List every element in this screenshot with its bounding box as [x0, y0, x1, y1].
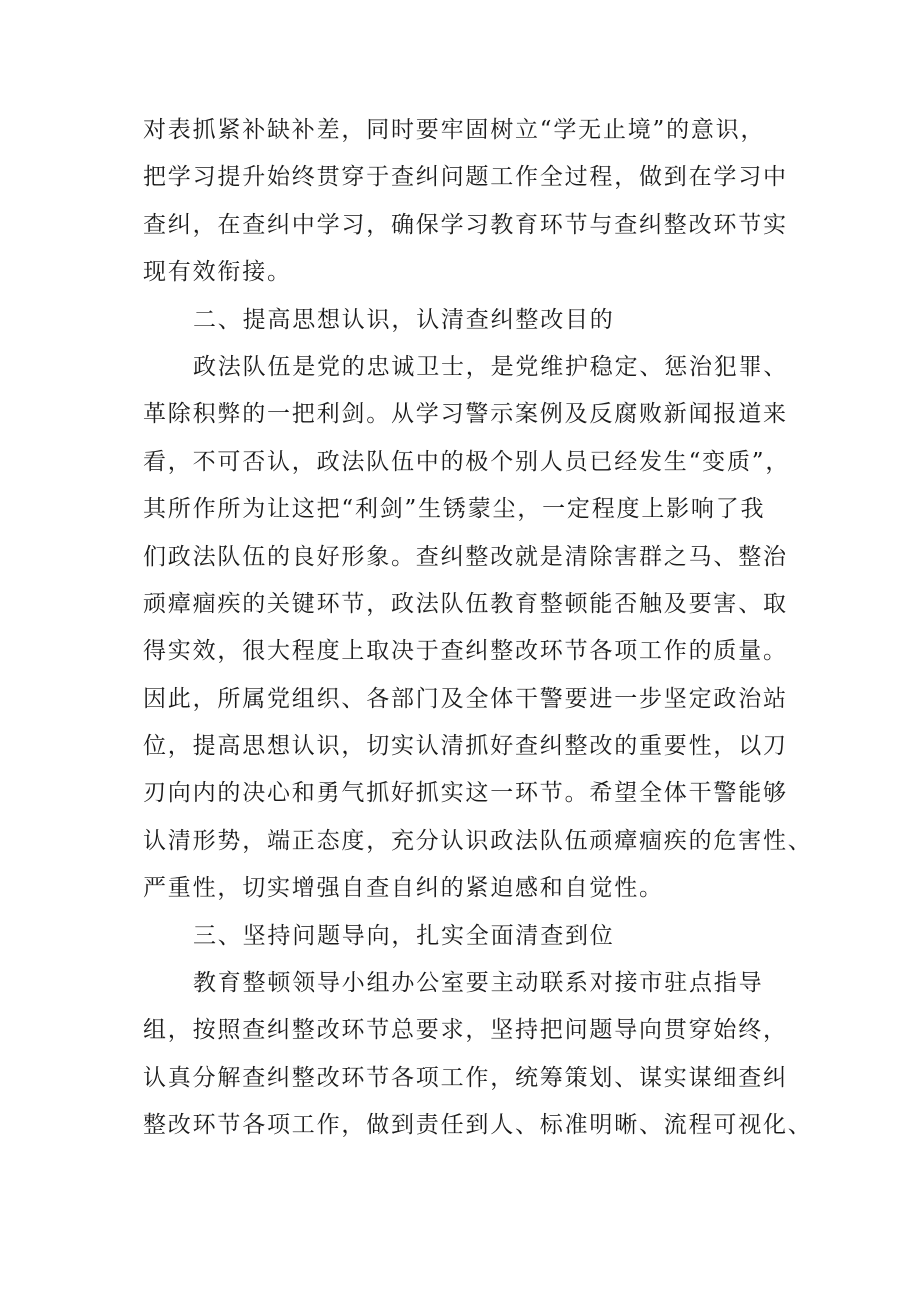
text-line: 严重性，切实增强自查自纠的紧迫感和自觉性。: [143, 875, 664, 902]
text-line: 因此，所属党组织、各部门及全体干警要进一步坚定政治站: [143, 685, 788, 712]
text-line: 组，按照查纠整改环节总要求，坚持把问题导向贯穿始终，: [143, 1017, 788, 1044]
text-line: 革除积弊的一把利剑。从学习警示案例及反腐败新闻报道来: [143, 401, 788, 428]
text-line: 得实效，很大程度上取决于查纠整改环节各项工作的质量。: [143, 638, 788, 665]
text-line: 看，不可否认，政法队伍中的极个别人员已经发生“变质”，: [143, 448, 791, 475]
text-line: 现有效衔接。: [143, 259, 292, 286]
text-line: 刃向内的决心和勇气抓好抓实这一环节。希望全体干警能够: [143, 780, 788, 807]
text-line: 教育整顿领导小组办公室要主动联系对接市驻点指导: [193, 970, 764, 997]
text-line: 二、提高思想认识，认清查纠整改目的: [193, 306, 615, 333]
text-line: 三、坚持问题导向，扎实全面清查到位: [193, 922, 615, 949]
text-line: 顽瘴痼疾的关键环节，政法队伍教育整顿能否触及要害、取: [143, 590, 788, 617]
text-line: 认清形势，端正态度，充分认识政法队伍顽瘴痼疾的危害性、: [143, 827, 813, 854]
text-line: 其所作所为让这把“利剑”生锈蒙尘，一定程度上影响了我: [143, 496, 766, 523]
text-line: 整改环节各项工作，做到责任到人、标准明晰、流程可视化、: [143, 1112, 813, 1139]
text-line: 认真分解查纠整改环节各项工作，统筹策划、谋实谋细查纠: [143, 1064, 788, 1091]
text-line: 查纠，在查纠中学习，确保学习教育环节与查纠整改环节实: [143, 211, 788, 238]
text-line: 位，提高思想认识，切实认清抓好查纠整改的重要性，以刀: [143, 733, 788, 760]
text-line: 对表抓紧补缺补差，同时要牢固树立“学无止境”的意识，: [143, 117, 766, 143]
document-body: [143, 107, 813, 1150]
text-line: 把学习提升始终贯穿于查纠问题工作全过程，做到在学习中: [143, 164, 788, 191]
text-line: 政法队伍是党的忠诚卫士，是党维护稳定、惩治犯罪、: [193, 353, 789, 380]
text-line: 们政法队伍的良好形象。查纠整改就是清除害群之马、整治: [143, 543, 788, 570]
